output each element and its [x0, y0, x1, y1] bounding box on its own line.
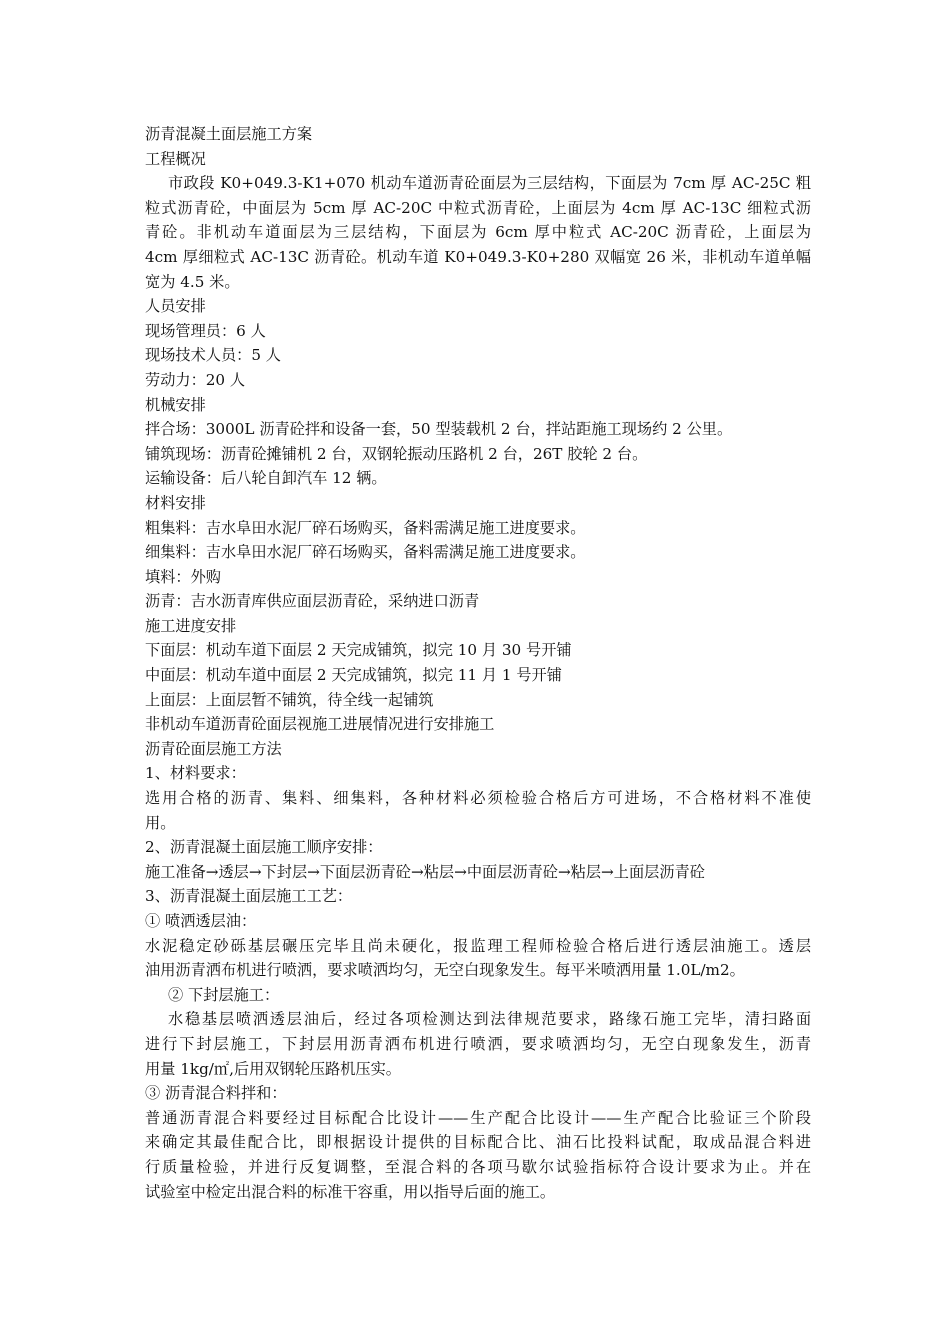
section-2-title: 2、沥青混凝土面层施工顺序安排：	[145, 838, 383, 857]
step-3-title: ③ 沥青混合料拌和：	[145, 1084, 287, 1103]
schedule-line: 上面层：上面层暂不铺筑，待全线一起铺筑	[145, 690, 434, 709]
heading-machine: 机械安排	[145, 395, 206, 414]
section-3-title: 3、沥青混凝土面层施工工艺：	[145, 887, 353, 906]
machine-line: 运输设备：后八轮自卸汽车 12 辆。	[145, 469, 387, 488]
overview-line: 宽为 4.5 米。	[145, 272, 240, 291]
machine-line: 铺筑现场：沥青砼摊铺机 2 台，双钢轮振动压路机 2 台，26T 胶轮 2 台。	[145, 444, 648, 463]
material-line: 填料：外购	[145, 567, 221, 586]
schedule-line: 非机动车道沥青砼面层视施工进展情况进行安排施工	[145, 715, 495, 734]
material-line: 细集料：吉水阜田水泥厂碎石场购买，备料需满足施工进度要求。	[145, 543, 586, 562]
step-3-line: 来确定其最佳配合比，即根据设计提供的目标配合比、油石比投料试配，取成品混合料进	[145, 1133, 811, 1152]
document-page	[145, 122, 811, 1204]
schedule-line: 中面层：机动车道中面层 2 天完成铺筑，拟完 11 月 1 号开铺	[145, 666, 562, 685]
step-1-line: 水泥稳定砂砾基层碾压完毕且尚未硬化，报监理工程师检验合格后进行透层油施工。透层	[145, 936, 811, 955]
section-2-line: 施工准备→透层→下封层→下面层沥青砼→粘层→中面层沥青砼→粘层→上面层沥青砼	[145, 862, 705, 881]
section-1-line: 用。	[145, 813, 176, 832]
section-1-line: 选用合格的沥青、集料、细集料，各种材料必须检验合格后方可进场，不合格材料不准使	[145, 789, 811, 808]
step-3-line: 普通沥青混合料要经过目标配合比设计——生产配合比设计——生产配合比验证三个阶段	[145, 1108, 811, 1127]
step-3-line: 试验室中检定出混合料的标准干容重，用以指导后面的施工。	[145, 1182, 556, 1201]
step-2-title: ② 下封层施工：	[168, 985, 280, 1004]
schedule-line: 下面层：机动车道下面层 2 天完成铺筑，拟完 10 月 30 号开铺	[145, 641, 572, 660]
heading-material: 材料安排	[145, 493, 206, 512]
heading-method: 沥青砼面层施工方法	[145, 739, 282, 758]
material-line: 沥青：吉水沥青库供应面层沥青砼，采纳进口沥青	[145, 592, 480, 611]
heading-overview: 工程概况	[145, 149, 206, 168]
step-1-line: 油用沥青洒布机进行喷洒，要求喷洒均匀，无空白现象发生。每平米喷洒用量 1.0L/m2。	[145, 961, 745, 980]
step-2-line: 水稳基层喷洒透层油后，经过各项检测达到法律规范要求，路缘石施工完毕，清扫路面	[168, 1010, 811, 1029]
machine-line: 拌合场：3000L 沥青砼拌和设备一套，50 型装载机 2 台，拌站距施工现场约 2 公里。	[145, 420, 733, 439]
overview-line: 青砼。非机动车道面层为三层结构，下面层为 6cm 厚中粒式 AC-20C 沥青砼，上面层为	[145, 223, 811, 242]
heading-staff: 人员安排	[145, 297, 206, 316]
overview-line: 4cm 厚细粒式 AC-13C 沥青砼。机动车道 K0+049.3-K0+280 双幅宽 26 米，非机动车道单幅	[145, 247, 811, 266]
heading-schedule: 施工进度安排	[145, 616, 237, 635]
section-1-title: 1、材料要求：	[145, 764, 246, 783]
overview-line: 市政段 K0+049.3-K1+070 机动车道沥青砼面层为三层结构，下面层为 7cm 厚 AC-25C 粗	[168, 174, 811, 193]
material-line: 粗集料：吉水阜田水泥厂碎石场购买，备料需满足施工进度要求。	[145, 518, 586, 537]
step-2-line: 进行下封层施工，下封层用沥青洒布机进行喷洒，要求喷洒均匀，无空白现象发生，沥青	[145, 1034, 811, 1053]
step-3-line: 行质量检验，并进行反复调整，至混合料的各项马歇尔试验指标符合设计要求为止。并在	[145, 1157, 811, 1176]
step-1-title: ① 喷洒透层油：	[145, 912, 257, 930]
step-2-line: 用量 1kg/㎡,后用双钢轮压路机压实。	[145, 1059, 401, 1078]
staff-line: 现场技术人员：5 人	[145, 346, 281, 365]
staff-line: 现场管理员：6 人	[145, 321, 266, 340]
document-title: 沥青混凝土面层施工方案	[145, 125, 313, 143]
overview-line: 粒式沥青砼，中面层为 5cm 厚 AC-20C 中粒式沥青砼，上面层为 4cm 厚 AC-13C 细粒式沥	[145, 198, 811, 217]
staff-line: 劳动力：20 人	[145, 370, 246, 389]
